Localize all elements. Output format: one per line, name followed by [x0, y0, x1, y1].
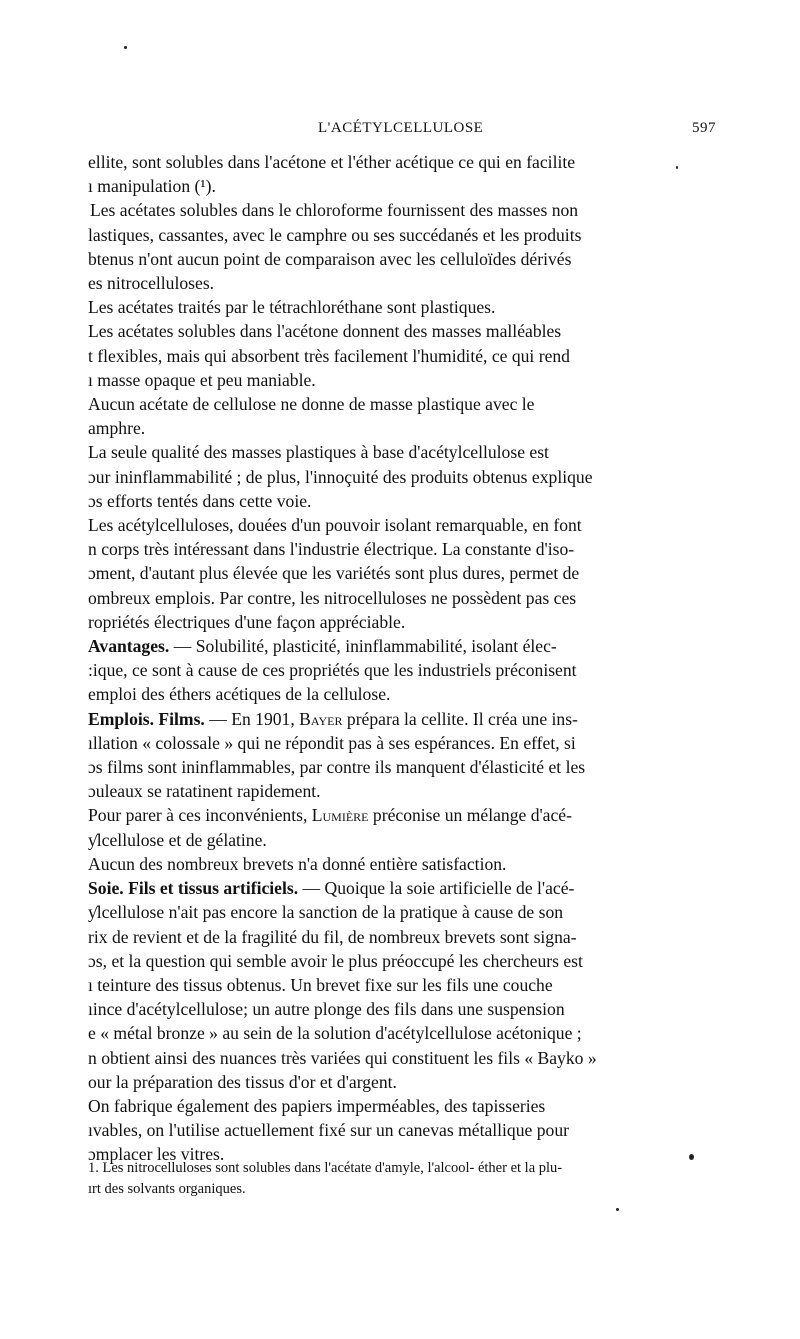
text-line: es nitrocelluloses. [88, 273, 215, 294]
text-line: ƴlcellulose n'ait pas encore la sanction de la pratique à cause de son [88, 902, 564, 923]
text-line: Aucun des nombreux brevets n'a donné entière satisfaction. [88, 853, 507, 874]
text-line: ƴlcellulose et de gélatine. [88, 829, 267, 850]
text-fragment: — En 1901, [209, 708, 295, 729]
section-heading: Emplois. Films. [88, 708, 205, 729]
text-line: ɔs, et la question qui semble avoir le plus préoccupé les chercheurs est [88, 950, 583, 971]
text-line: ı masse opaque et peu maniable. [88, 369, 316, 390]
text-line [88, 707, 700, 731]
text-fragment: Pour parer à ces inconvénients, [88, 805, 308, 826]
text-line: e « métal bronze » au sein de la solution d'acétylcellulose acétonique ; [88, 1023, 582, 1044]
running-header [88, 118, 716, 142]
ink-speck [124, 46, 127, 49]
footnote [88, 1158, 700, 1200]
text-line: Les acétates solubles dans l'acétone donnent des masses malléables [88, 321, 562, 342]
text-fragment: — Quoique la soie artificielle de l'acé- [302, 878, 575, 899]
ink-speck [616, 1208, 619, 1211]
ink-speck [689, 1154, 694, 1160]
text-line: ı teinture des tissus obtenus. Un brevet fixe sur les fils une couche [88, 974, 553, 995]
text-line: ɔs films sont ininflammables, par contre ils manquent d'élasticité et les [88, 757, 586, 778]
page-number: 597 [692, 120, 716, 136]
footnote-line: 1. Les nitrocelluloses sont solubles dans l'acétate d'amyle, l'alcool- éther et la plu- [88, 1160, 563, 1176]
text-line: Les acétates traités par le tétrachloréthane sont plastiques. [88, 297, 496, 318]
text-line: n corps très intéressant dans l'industrie électrique. La constante d'iso- [88, 539, 575, 560]
header-title: L'ACÉTYLCELLULOSE [318, 120, 484, 136]
text-line: Aucun acétate de cellulose ne donne de masse plastique avec le [88, 394, 535, 415]
text-line: n obtient ainsi des nuances très variées qui constituent les fils « Bayko » [88, 1047, 597, 1068]
text-line: ɔuleaux se ratatinent rapidement. [88, 781, 321, 802]
ink-speck [676, 166, 678, 169]
section-heading: Avantages. [88, 636, 170, 657]
author-name: Bayer [299, 708, 343, 729]
text-line [88, 634, 700, 658]
text-line: ɔur ininflammabilité ; de plus, l'innoçuité des produits obtenus explique [88, 466, 593, 487]
text-line: ɔmplacer les vitres. [88, 1144, 225, 1165]
text-line: amphre. [88, 418, 146, 439]
text-fragment: — Solubilité, plasticité, ininflammabilité, isolant élec- [173, 636, 557, 657]
text-fragment: prépara la cellite. Il créa une ins- [346, 708, 578, 729]
text-line: ıince d'acétylcellulose; un autre plonge des fils dans une suspension [88, 999, 565, 1020]
text-line: ıllation « colossale » qui ne répondit pas à ses espérances. En effet, si [88, 732, 576, 753]
text-fragment: préconise un mélange d'acé- [372, 805, 572, 826]
section-heading: Soie. Fils et tissus artificiels. [88, 878, 299, 899]
text-line: Les acétylcelluloses, douées d'un pouvoir isolant remarquable, en font [88, 515, 582, 536]
text-line: our la préparation des tissus d'or et d'argent. [88, 1071, 397, 1092]
text-line: btenus n'ont aucun point de comparaison avec les celluloïdes dérivés [88, 248, 572, 269]
text-line: Les acétates solubles dans le chloroforme fournissent des masses non [90, 200, 579, 221]
text-line: lastiques, cassantes, avec le camphre ou ses succédanés et les produits [88, 224, 582, 245]
text-line: t flexibles, mais qui absorbent très facilement l'humidité, ce qui rend [88, 345, 570, 366]
text-line: rix de revient et de la fragilité du fil, de nombreux brevets sont signa- [88, 926, 577, 947]
footnote-line: ırt des solvants organiques. [88, 1181, 246, 1197]
text-line [88, 803, 700, 827]
text-line: On fabrique également des papiers imperméables, des tapisseries [88, 1095, 546, 1116]
text-line [88, 876, 700, 900]
text-line: emploi des éthers acétiques de la cellulose. [88, 684, 391, 705]
text-line: ombreux emplois. Par contre, les nitrocelluloses ne possèdent pas ces [88, 587, 577, 608]
text-line: ɔment, d'autant plus élevée que les variétés sont plus dures, permet de [88, 563, 580, 584]
text-line: ıvables, on l'utilise actuellement fixé sur un canevas métallique pour [88, 1120, 569, 1141]
text-line: La seule qualité des masses plastiques à base d'acétylcellulose est [88, 442, 549, 463]
text-line: ropriétés électriques d'une façon appréciable. [88, 611, 406, 632]
text-line: ellite, sont solubles dans l'acétone et l'éther acétique ce qui en facilite [88, 152, 576, 172]
body-text [88, 150, 700, 1167]
text-line: ı manipulation (¹). [88, 176, 216, 197]
author-name: Lumière [311, 805, 369, 826]
text-line: ɔs efforts tentés dans cette voie. [88, 490, 312, 511]
text-line: :ique, ce sont à cause de ces propriétés que les industriels préconisent [88, 660, 577, 681]
